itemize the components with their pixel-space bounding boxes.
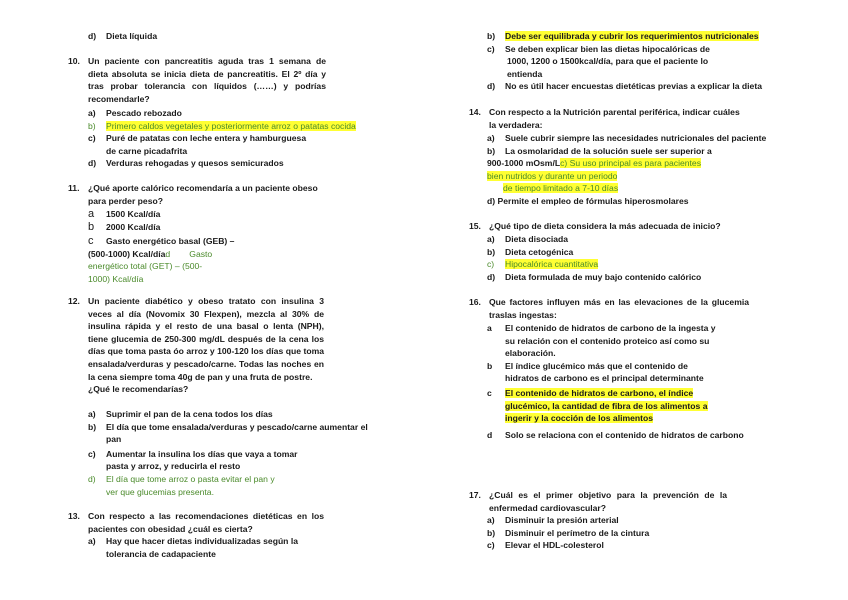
question-number: 13. <box>68 511 80 521</box>
highlighted-answer-end: ingerir y la cocción de los alimentos <box>505 413 654 424</box>
option-b <box>487 145 832 158</box>
option-b-cont <box>487 157 832 170</box>
question-10-options <box>88 107 388 170</box>
question-12 <box>68 295 324 396</box>
option-d <box>487 271 807 284</box>
option-c-cont <box>88 248 338 261</box>
option-letter: d) <box>88 473 96 484</box>
option-text: Se deben explicar bien las dietas hipocalóricas de <box>505 43 710 54</box>
option-text: Pescado rebozado <box>106 108 182 118</box>
question-number: 12. <box>68 296 80 306</box>
option-text-cont: pasta y arroz, y reducirla el resto <box>106 461 241 472</box>
option-text-cont: pan <box>106 434 122 445</box>
option-letter: a) <box>88 536 96 546</box>
question-number: 11. <box>68 183 80 193</box>
option-c <box>487 258 807 271</box>
option-text-cont: su relación con el contenido proteico así como su <box>505 335 710 346</box>
option-letter: a) <box>487 234 495 244</box>
option-d: d) Permite el empleo de fórmulas hiperosmolares <box>487 195 689 206</box>
option-b <box>487 30 827 43</box>
option-text: Dieta formulada de muy bajo contenido calórico <box>505 271 702 282</box>
option-letter: c <box>88 235 94 248</box>
option-d <box>88 473 378 498</box>
option-letter: b) <box>487 31 496 41</box>
option-text-cont: 1000, 1200 o 1500kcal/día, para que el paciente lo <box>507 56 709 67</box>
option-a <box>487 132 832 145</box>
option-letter: b) <box>487 145 496 156</box>
question-text: ¿Qué tipo de dieta considera la más adecuada de inicio? <box>489 221 721 231</box>
question-13 <box>68 510 324 535</box>
option-text: Gasto energético basal (GEB) – <box>106 236 235 247</box>
question-17 <box>469 489 727 514</box>
option-c <box>88 448 378 473</box>
option-letter: d) <box>88 31 97 41</box>
question-12-options <box>88 408 378 498</box>
option-text: Aumentar la insulina los días que vaya a tomar <box>106 448 298 459</box>
option-a <box>88 408 378 421</box>
option-c <box>88 235 338 248</box>
question-11 <box>68 182 328 207</box>
option-text: Hay que hacer dietas individualizadas según la <box>106 536 298 546</box>
question-10 <box>68 55 326 105</box>
option-letter: c) <box>88 448 96 459</box>
option-c <box>88 132 388 157</box>
option-text: No es útil hacer encuestas dietéticas previas a explicar la dieta <box>505 81 762 92</box>
question-17-options <box>487 514 787 552</box>
option-b-value: 900-1000 mOsm/L <box>487 158 561 168</box>
option-text: Dieta cetogénica <box>505 246 574 257</box>
option-text-cont: hidratos de carbono es el principal determinante <box>505 373 704 384</box>
option-text-cont: entienda <box>507 68 543 79</box>
option-d-liquid-diet <box>88 30 388 43</box>
option-text: Puré de patatas con leche entera y hamburguesa <box>106 133 307 144</box>
option-text: Suele cubrir siempre las necesidades nutricionales del paciente <box>505 133 767 143</box>
question-16 <box>469 296 749 321</box>
highlighted-answer: Debe ser equilibrada y cubrir los requerimientos nutricionales <box>505 31 759 41</box>
question-text: Con respecto a la Nutrición parental periférica, indicar cuáles la verdadera: <box>489 107 740 130</box>
option-text: El índice glucémico más que el contenido de <box>505 360 688 371</box>
question-14-options <box>487 132 832 157</box>
question-number: 15. <box>469 221 481 231</box>
option-a <box>88 107 388 120</box>
option-a <box>88 208 338 221</box>
option-d-start: d Gasto <box>165 248 213 259</box>
option-letter: c) <box>88 133 96 144</box>
question-13-options <box>88 535 348 560</box>
highlighted-answer-cont: glucémico, la cantidad de fibra de los alimentos a <box>505 400 708 411</box>
option-a <box>487 233 807 246</box>
question-text: Un paciente diabético y obeso tratato con insulina 3 veces al día (Novomix 30 Flexpen), mezcla al 30% de insulina rápida y el resto de una basal o lenta (NPH), tiene glucemia de 250-300 mg/dL después de la cena los días que toma pasta óo arroz y 100-120 los días que toma ensalada/verduras y pescado/carne. Todas las noches en la cena siempre toma 40g de pan y una fruta de postre. <box>88 296 324 382</box>
option-text: Solo se relaciona con el contenido de hidratos de carbono <box>505 429 744 440</box>
question-14-options-cont <box>487 157 832 207</box>
option-c <box>487 539 787 552</box>
option-letter: d <box>487 429 493 440</box>
option-letter: c) <box>487 43 495 54</box>
option-letter: c <box>487 387 492 398</box>
option-a <box>487 322 827 360</box>
option-b <box>487 246 807 259</box>
option-letter: a) <box>487 133 495 143</box>
option-b <box>88 421 378 446</box>
option-letter: a <box>88 208 95 220</box>
option-letter: a <box>487 323 492 333</box>
option-b <box>487 527 787 540</box>
option-text-cont: tolerancia de cadapaciente <box>106 548 216 559</box>
question-13-options-cont <box>487 30 827 93</box>
option-b <box>487 360 827 385</box>
option-letter: b) <box>88 421 97 432</box>
highlighted-answer: Hipocalórica cuantitativa <box>505 259 599 270</box>
option-letter: a) <box>88 108 96 118</box>
option-text: El contenido de hidratos de carbono de la ingesta y <box>505 323 716 333</box>
option-a <box>487 514 787 527</box>
option-text-cont: elaboración. <box>505 348 556 359</box>
option-a <box>88 535 348 560</box>
option-letter: b <box>88 220 95 233</box>
option-text: Disminuir el perímetro de la cintura <box>505 527 650 538</box>
option-d-cont: energético total (GET) – (500- <box>88 261 203 272</box>
option-c <box>487 387 827 425</box>
option-letter: b <box>487 360 493 371</box>
question-text: ¿Cuál es el primer objetivo para la prevención de la enfermedad cardiovascular? <box>489 490 727 513</box>
option-letter: d) <box>487 271 496 282</box>
option-c-range: (500-1000) Kcal/día <box>88 248 166 259</box>
option-letter: a) <box>88 409 96 419</box>
option-text: Disminuir la presión arterial <box>505 515 619 525</box>
option-text: Dieta disociada <box>505 234 569 244</box>
question-prompt: ¿Qué le recomendarías? <box>88 384 189 395</box>
option-letter: c) <box>487 540 495 551</box>
option-text: 2000 Kcal/día <box>106 221 161 232</box>
option-d-end: 1000) Kcal/día <box>88 273 144 284</box>
question-14 <box>469 106 749 131</box>
option-letter: d) <box>88 158 97 169</box>
highlighted-answer-end: de tiempo limitado a 7-10 días <box>503 183 619 194</box>
highlighted-answer: c) Su uso principal es para pacientes <box>560 158 702 168</box>
option-text: 1500 Kcal/día <box>106 209 161 219</box>
option-text: Suprimir el pan de la cena todos los días <box>106 409 273 419</box>
option-text: La osmolaridad de la solución suele ser superior a <box>505 145 712 156</box>
highlighted-answer: El contenido de hidratos de carbono, el índice <box>505 387 694 398</box>
option-text: Verduras rehogadas y quesos semicurados <box>106 158 284 169</box>
option-text: Dieta líquida <box>106 31 158 41</box>
question-number: 14. <box>469 107 481 117</box>
option-letter: d) <box>487 81 496 92</box>
option-letter: b) <box>487 246 496 257</box>
question-11-options <box>88 208 338 286</box>
question-text: Un paciente con pancreatitis aguda tras 1 semana de dieta absoluta se inicia dieta de pancreatitis. El 2º día y tras probar tolerancia con líquidos (……) y podrías recomendarle? <box>88 56 326 104</box>
option-d <box>487 429 827 442</box>
question-number: 10. <box>68 56 80 66</box>
option-c <box>487 43 827 81</box>
option-d <box>88 157 388 170</box>
question-text: Que factores influyen más en las elevaciones de la glucemia traslas ingestas: <box>489 297 749 320</box>
question-number: 17. <box>469 490 481 500</box>
highlighted-answer: Primero caldos vegetales y posteriormente arroz o patatas cocida <box>106 120 356 131</box>
question-16-options <box>487 322 827 441</box>
option-text-cont: de carne picadafrita <box>106 145 188 156</box>
option-b <box>88 120 388 133</box>
option-text: Elevar el HDL-colesterol <box>505 540 604 551</box>
option-d <box>487 80 827 93</box>
option-text: El día que tome arroz o pasta evitar el pan y <box>106 473 275 484</box>
question-text: ¿Qué aporte calórico recomendaría a un paciente obeso para perder peso? <box>88 183 318 206</box>
option-letter: c) <box>487 259 495 270</box>
question-number: 16. <box>469 297 481 307</box>
option-b <box>88 221 338 234</box>
question-15-options <box>487 233 807 283</box>
option-text-cont: ver que glucemias presenta. <box>106 486 214 497</box>
question-text: Con respecto a las recomendaciones dietéticas en los pacientes con obesidad ¿cuál es cierta? <box>88 511 324 534</box>
question-15 <box>469 220 789 233</box>
highlighted-answer-cont: bien nutridos y durante un periodo <box>487 170 618 181</box>
option-text: El día que tome ensalada/verduras y pescado/carne aumentar el <box>106 421 368 432</box>
option-letter: b) <box>88 120 96 131</box>
option-letter: a) <box>487 515 495 525</box>
option-letter: b) <box>487 527 496 538</box>
